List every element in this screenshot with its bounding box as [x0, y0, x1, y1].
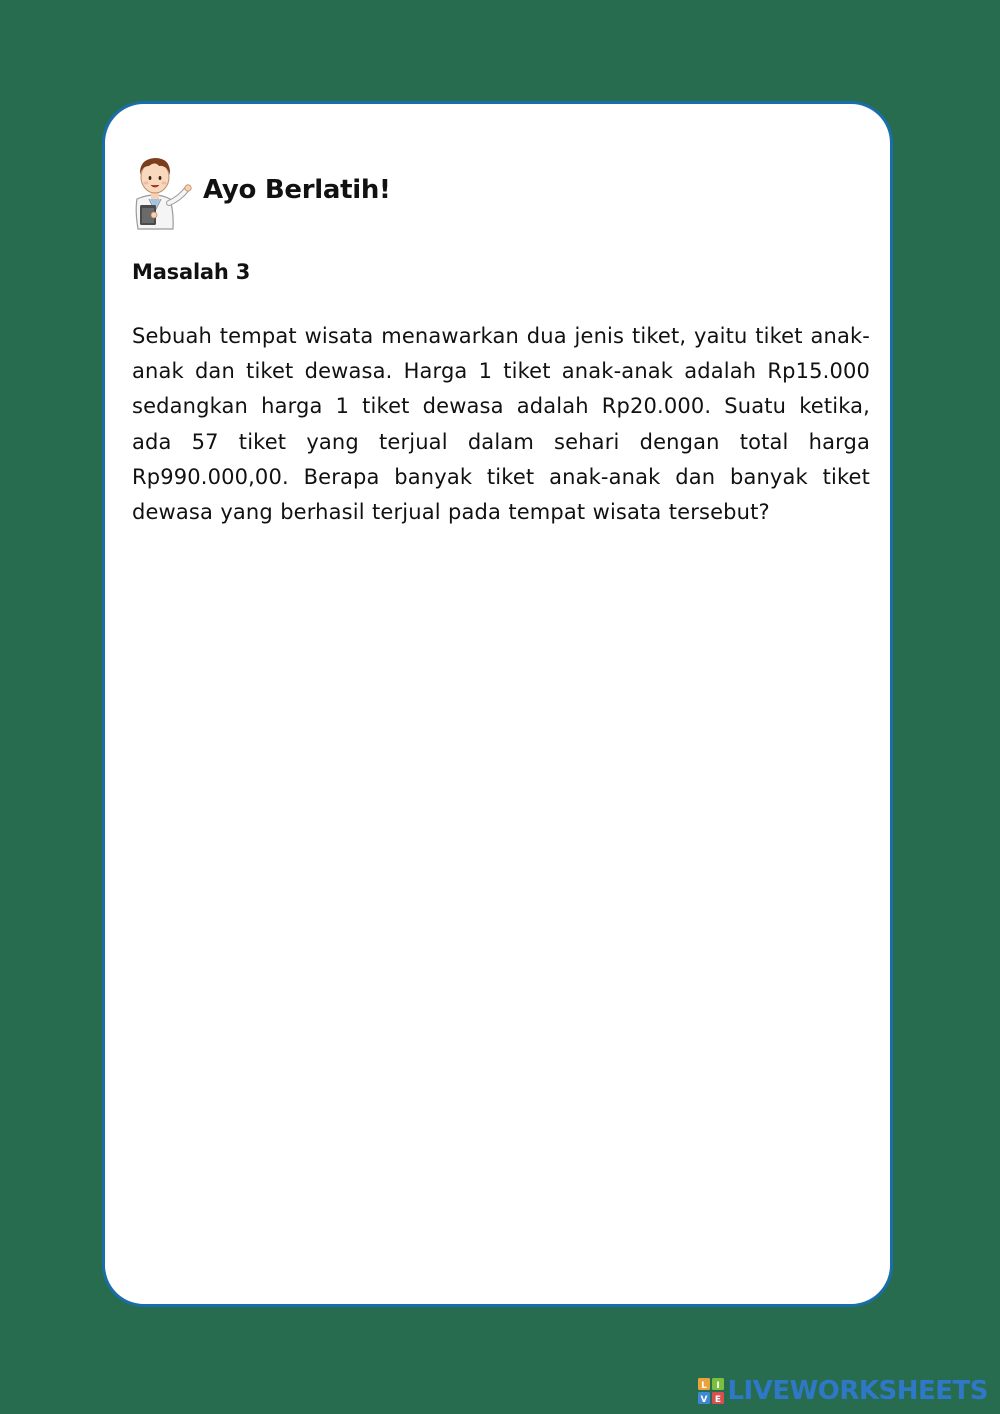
logo-letter-v: V: [700, 1395, 708, 1404]
card-header: [129, 149, 391, 231]
brand-wordmark: LIVEWORKSHEETS: [727, 1376, 988, 1406]
liveworksheets-logo-icon: [698, 1378, 724, 1404]
logo-letter-e: E: [715, 1395, 722, 1404]
worksheet-card: [102, 101, 893, 1307]
page-title: Ayo Berlatih!: [203, 175, 391, 205]
logo-letter-l: L: [701, 1381, 708, 1391]
teacher-pointing-icon: [129, 149, 195, 231]
logo-letter-i: I: [716, 1381, 721, 1391]
liveworksheets-brand: [698, 1376, 988, 1406]
problem-title: Masalah 3: [132, 260, 251, 284]
problem-text: Sebuah tempat wisata menawarkan dua jenis tiket, yaitu tiket anak-anak dan tiket dewasa. Harga 1 tiket anak-anak adalah Rp15.000 sedangkan harga 1 tiket dewasa adalah Rp20.000. Suatu ketika, ada 57 tiket yang terjual dalam sehari dengan total harga Rp990.000,00. Berapa banyak tiket anak-anak dan banyak tiket dewasa yang berhasil terjual pada tempat wisata tersebut?: [132, 324, 870, 525]
